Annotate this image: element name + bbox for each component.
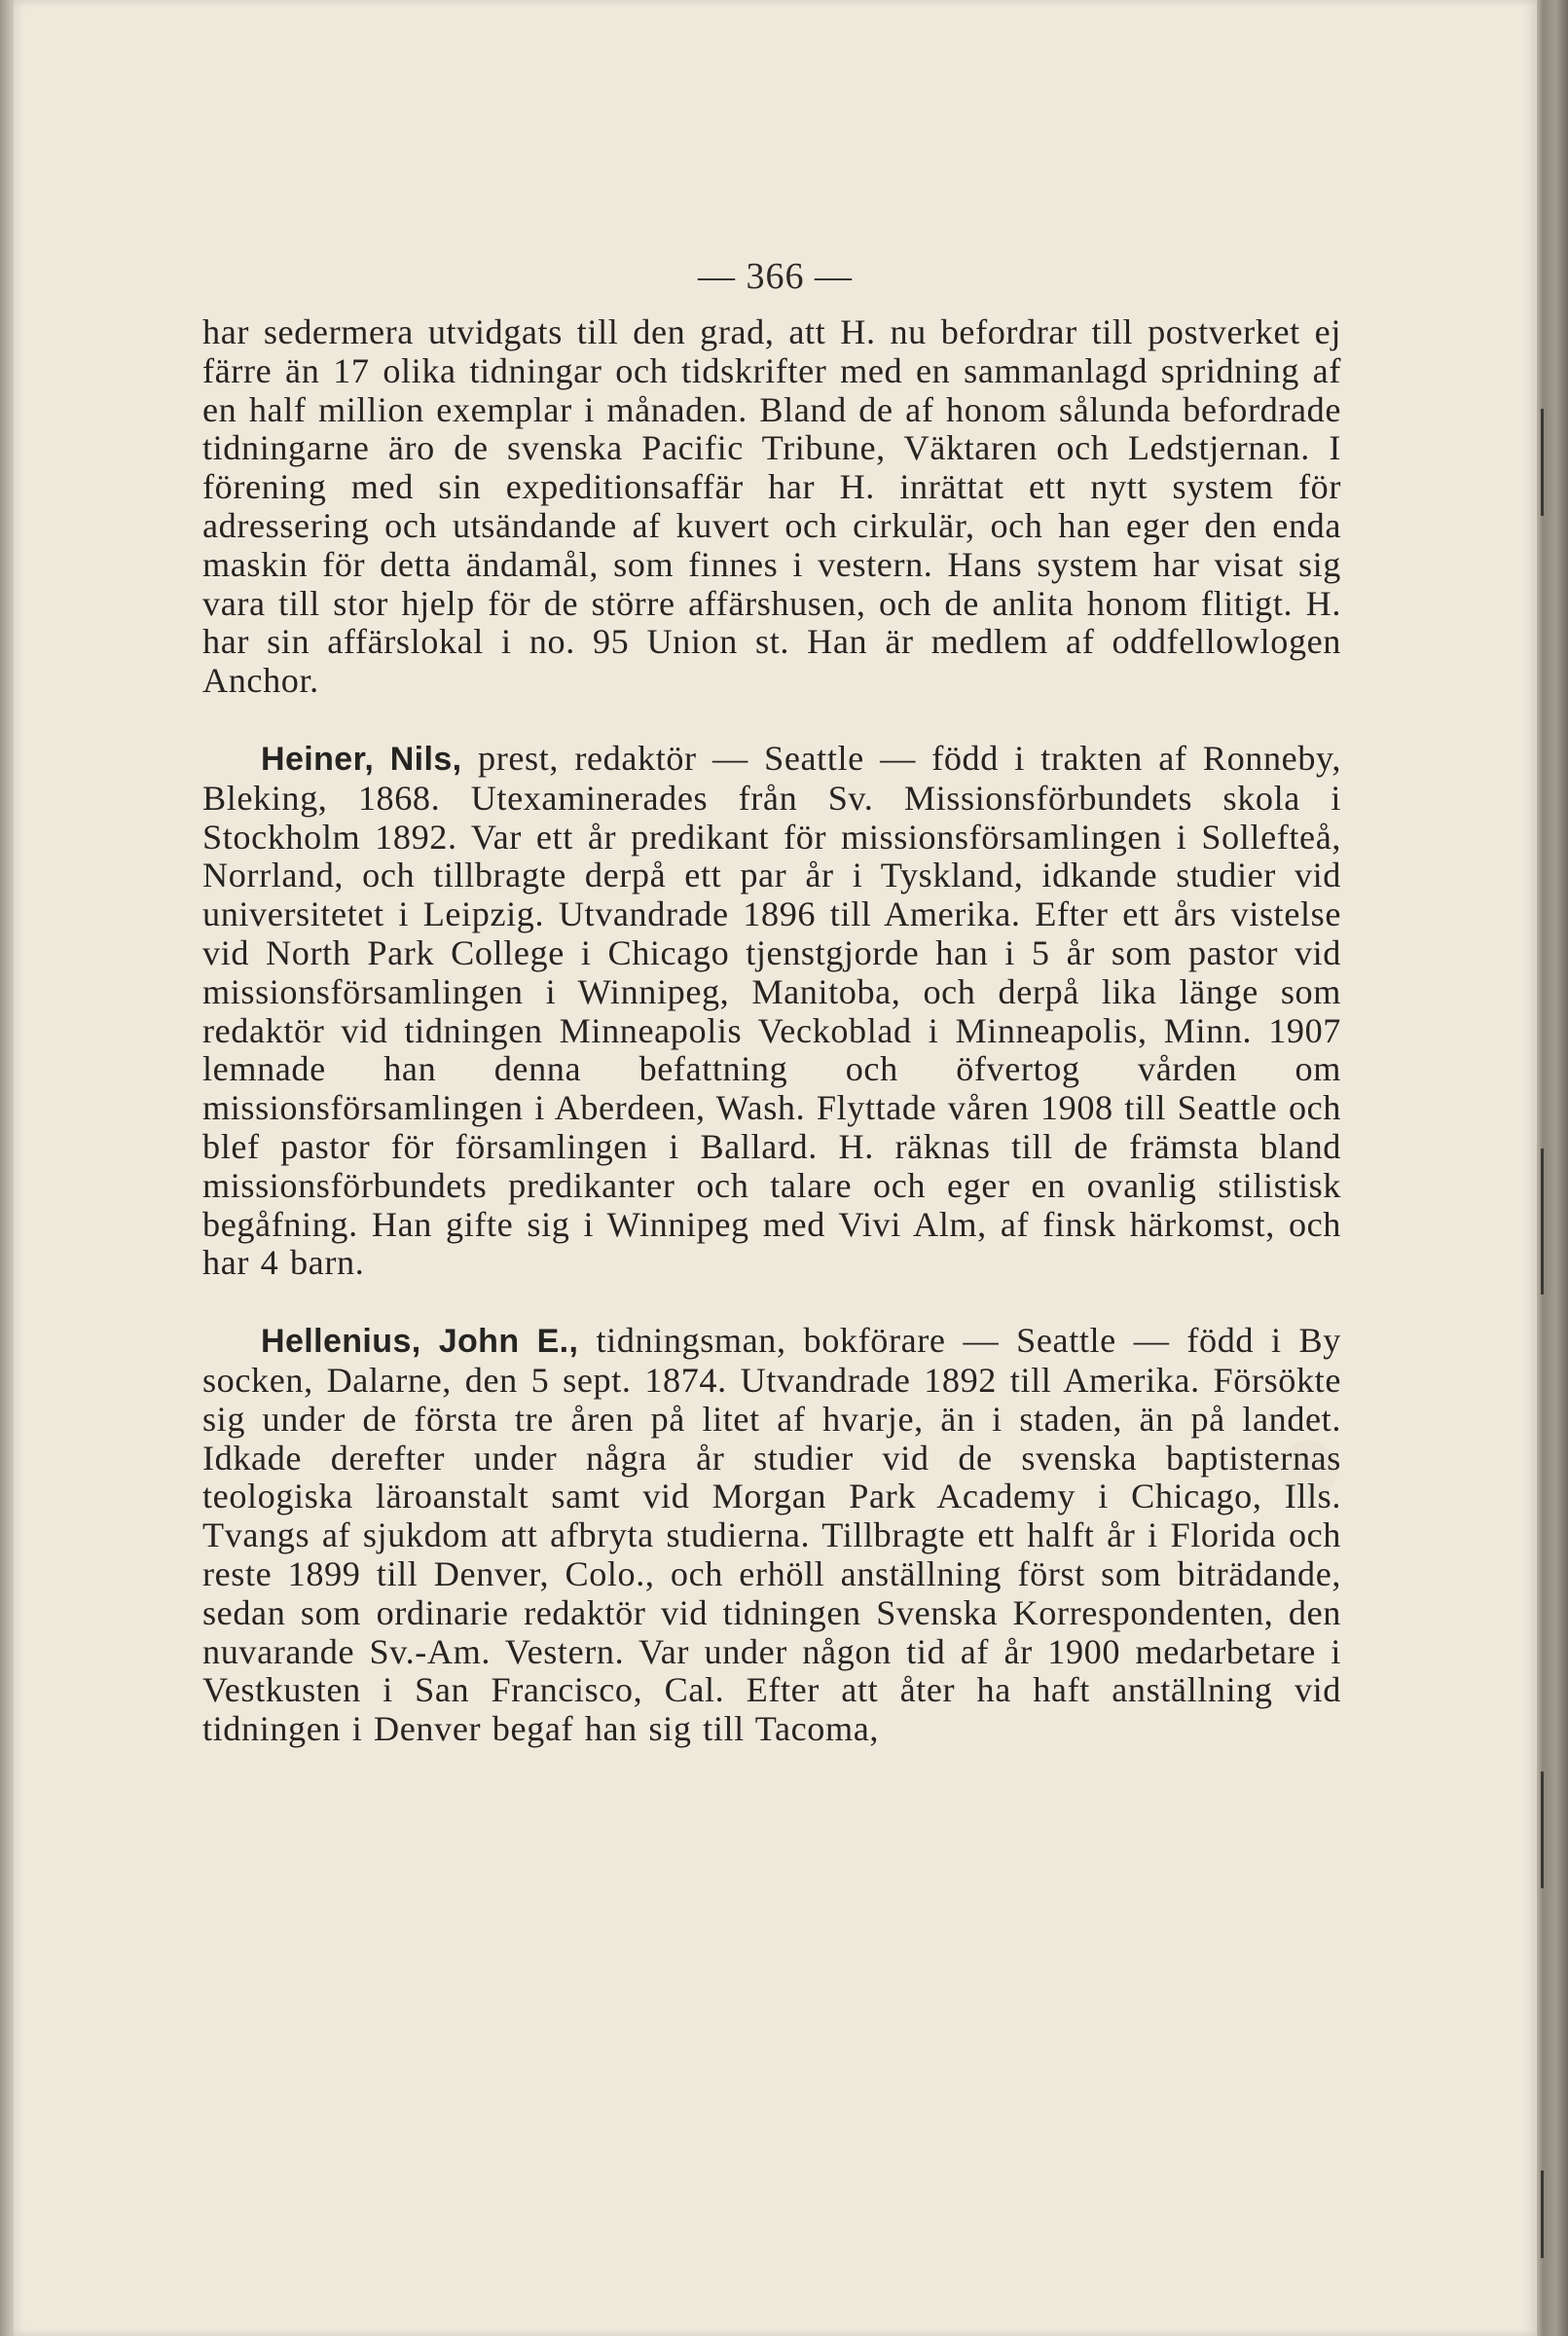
biography-entry [202,1322,1341,1749]
entry-text: tidningsman, bokförare — Seattle — född i By socken, Dalarne, den 5 sept. 1874. Utvandrade 1892 till Amerika. Försökte sig under de första tre åren på litet af hvarje, än i staden, än på landet. Idkade derefter under några år studier vid de svenska baptisternas teologiska läroanstalt samt vid Morgan Park Academy i Chicago, Ills. Tvangs af sjukdom att afbryta studierna. Tillbragte ett halft år i Florida och reste 1899 till Denver, Colo., och erhöll anställning först som biträdande, sedan som ordinarie redaktör vid tidningen Svenska Korrespondenten, den nuvarande Sv.-Am. Vestern. Var under någon tid af år 1900 medarbetare i Vestkusten i San Francisco, Cal. Efter att åter ha haft anställning vid tidningen i Denver begaf han sig till Tacoma, [202,1321,1341,1749]
spine-mark [1541,1149,1544,1295]
biography-entry [202,740,1341,1283]
spine-mark [1541,2171,1544,2258]
entry-text: prest, redaktör — Seattle — född i trakten af Ronneby, Bleking, 1868. Utexaminerades från Sv. Missionsförbundets skola i Stockholm 1892. Var ett år predikant för missionsförsamlingen i Sollefteå, Norrland, och tillbragte derpå ett par år i Tyskland, idkande studier vid universitetet i Leipzig. Utvandrade 1896 till Amerika. Efter ett års vistelse vid North Park College i Chicago tjenstgjorde han i 5 år som pastor vid missionsförsamlingen i Winnipeg, Manitoba, och derpå lika länge som redaktör vid tidningen Minneapolis Veckoblad i Minneapolis, Minn. 1907 lemnade han denna befattning och öfvertog vården om missionsförsamlingen i Aberdeen, Wash. Flyttade våren 1908 till Seattle och blef pastor för församlingen i Ballard. H. räknas till de främsta bland missionsförbundets predikanter och talare och eger en ovanlig stilistisk begåfning. Han gifte sig i Winnipeg med Vivi Alm, af finsk härkomst, och har 4 barn. [202,738,1342,1283]
spine-mark [1541,409,1544,516]
entry-name: Heiner, Nils, [261,740,479,778]
page-number: — 366 — [698,256,853,297]
continuation-paragraph: har sedermera utvidgats till den grad, att H. nu befordrar till postverket ej färre än 17 olika tidningar och tidskrifter med en sammanlagd spridning af en half million exemplar i månaden. Bland de af honom sålunda befordrade tidningarne äro de svenska Pacific Tribune, Väktaren och Ledstjernan. I förening med sin expeditionsaffär har H. inrättat ett nytt system för adressering och utsändande af kuvert och cirkulär, och han eger den enda maskin för detta ändamål, som finnes i vestern. Hans system har visat sig vara till stor hjelp för de större affärshusen, och de anlita honom flitigt. H. har sin affärslokal i no. 95 Union st. Han är medlem af oddfellowlogen Anchor. [202,312,1341,701]
spine-mark [1541,1771,1544,1888]
page-body [202,313,1341,1749]
page-left-edge [0,0,14,2336]
entry-name: Hellenius, John E., [261,1323,597,1361]
